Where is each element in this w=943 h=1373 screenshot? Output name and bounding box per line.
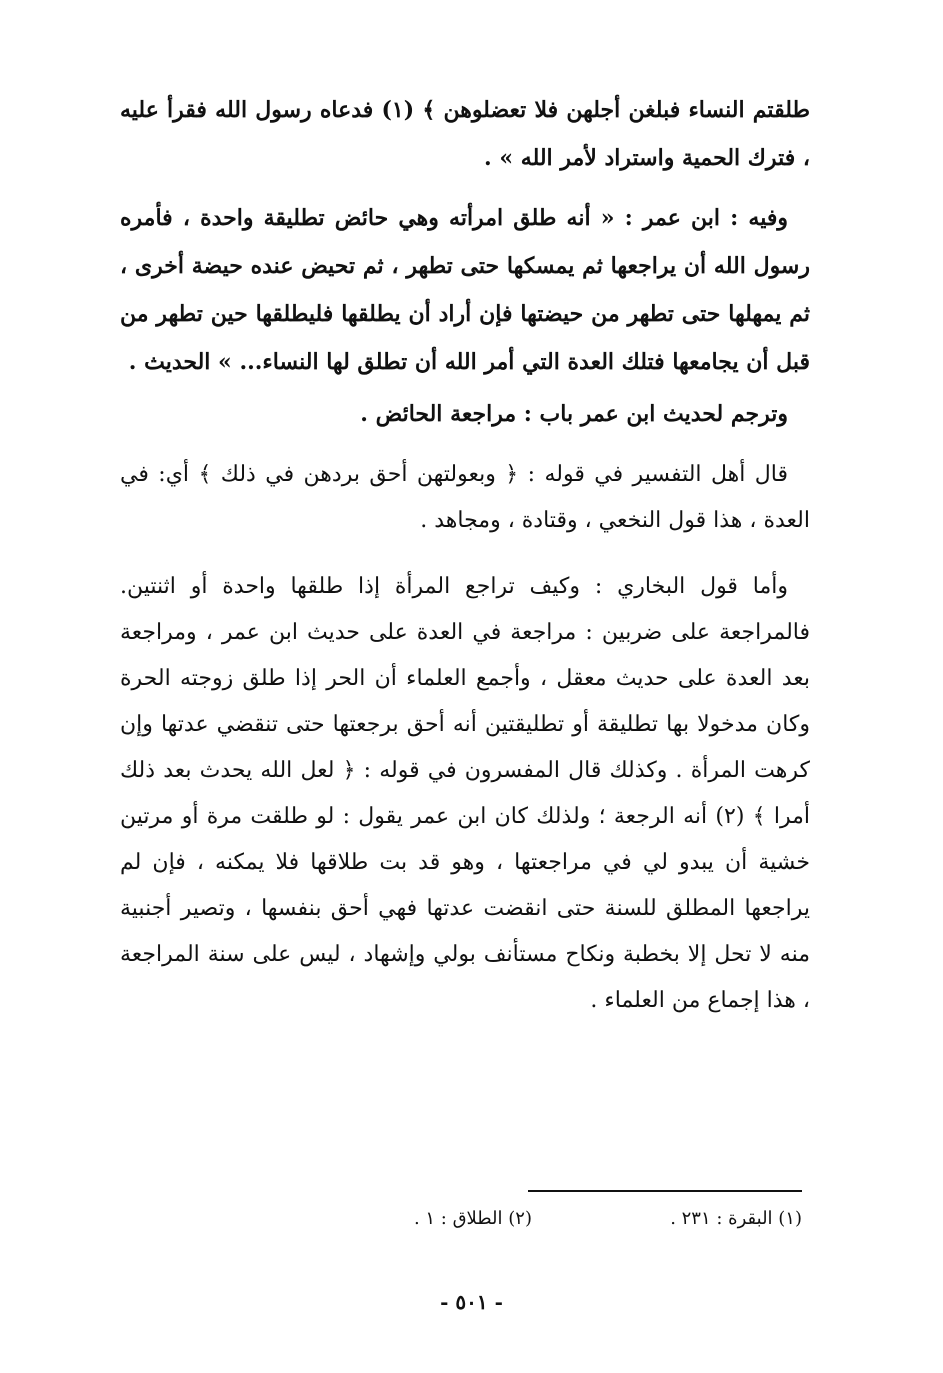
footnote-separator	[528, 1190, 802, 1192]
footnote-2: (٢) الطلاق : ١ .	[413, 1208, 532, 1229]
footnote-1: (١) البقرة : ٢٣١ .	[670, 1208, 802, 1229]
paragraph-tafsir: قال أهل التفسير في قوله : ﴿ وبعولتهن أحق بردهن في ذلك ﴾ أي: في العدة ، هذا قول النخعي ، وقتادة ، ومجاهد .	[120, 462, 810, 533]
main-text	[120, 86, 810, 1024]
paragraph-chapter-title: وترجم لحديث ابن عمر باب : مراجعة الحائض .	[360, 401, 788, 427]
paragraph-ibn-umar-hadith: وفيه : ابن عمر : « أنه طلق امرأته وهي حائض تطليقة واحدة ، فأمره رسول الله أن يراجعها ثم يمسكها حتى تطهر ، ثم تحيض عنده حيضة أخرى ، ثم يمهلها حتى تطهر من حيضتها فإن أراد أن يطلقها فليطلقها حين تطهر من قبل أن يجامعها فتلك العدة التي أمر الله أن تطلق لها النساء... » الحديث .	[120, 205, 810, 375]
footnotes	[330, 1208, 802, 1238]
paragraph-quran-quote-end: طلقتم النساء فبلغن أجلهن فلا تعضلوهن ﴾ (١) فدعاه رسول الله فقرأ عليه ، فترك الحمية واستراد لأمر الله » .	[120, 97, 810, 171]
page-number: - ٥٠١ -	[440, 1290, 503, 1314]
paragraph-bukhari-commentary: وأما قول البخاري : وكيف تراجع المرأة إذا طلقها واحدة أو اثنتين. فالمراجعة على ضربين : مراجعة في العدة على حديث ابن عمر ، ومراجعة بعد العدة على حديث معقل ، وأجمع العلماء أن الحر إذا طلق زوجته الحرة وكان مدخولا بها تطليقة أو تطليقتين أنه أحق برجعتها حتى تنقضي عدتها وإن كرهت المرأة . وكذلك قال المفسرون في قوله : ﴿ لعل الله يحدث بعد ذلك أمرا ﴾ (٢) أنه الرجعة ؛ ولذلك كان ابن عمر يقول : لو طلقت مرة أو مرتين خشية أن يبدو لي في مراجعتها ، وهو قد بت طلاقها فلا يمكنه ، فإن لم يراجعها المطلق للسنة حتى انقضت عدتها فهي أحق بنفسها ، وتصير أجنبية منه لا تحل إلا بخطبة ونكاح مستأنف بولي وإشهاد ، ليس على سنة المراجعة ، هذا إجماع من العلماء .	[120, 574, 810, 1013]
